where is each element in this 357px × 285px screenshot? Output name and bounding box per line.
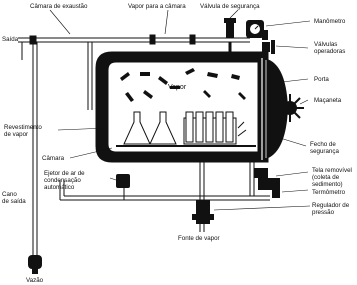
label-chamber: Câmara <box>42 155 65 162</box>
label-steam-to-chamber: Vapor para a câmara <box>128 3 186 10</box>
label-drain: Vazão <box>26 277 44 284</box>
manometer <box>246 20 268 40</box>
label-operating-valves-1: Válvulas <box>314 41 338 48</box>
pressure-regulator <box>192 200 214 224</box>
label-jacket-2: de vapor <box>4 131 29 138</box>
thermometer <box>254 168 280 198</box>
top-pipe <box>18 35 250 44</box>
label-air-ejector-1: Ejetor de ar de <box>44 170 85 177</box>
outlet-pipe <box>22 42 37 255</box>
label-thermometer: Termômetro <box>312 189 346 196</box>
label-exhaust-chamber: Câmara de exaustão <box>30 3 88 10</box>
label-pressure-regulator-1: Regulador de <box>312 202 350 209</box>
label-air-ejector-2: condensação <box>44 177 81 184</box>
label-removable-screen-2: (coleta de <box>312 174 340 181</box>
label-handwheel: Maçaneta <box>314 97 342 104</box>
label-operating-valves-2: operadoras <box>314 48 346 55</box>
label-outlet-pipe-2: de saída <box>2 198 26 205</box>
label-removable-screen-1: Tela removível <box>312 167 352 174</box>
label-outlet: Saída <box>2 36 19 43</box>
safety-valve <box>224 18 236 52</box>
condensate-line <box>60 180 270 200</box>
label-jacket-1: Revestimento <box>4 124 42 131</box>
label-pressure-regulator-2: pressão <box>312 209 335 216</box>
label-steam-source: Fonte de vapor <box>178 235 220 242</box>
label-air-ejector-3: automático <box>44 184 75 191</box>
handwheel <box>276 94 304 122</box>
jacket-inlet-pipe <box>88 42 92 110</box>
label-safety-lock-2: segurança <box>310 148 339 155</box>
air-ejector <box>116 174 130 188</box>
label-safety-valve: Válvula de segurança <box>200 3 260 10</box>
label-steam: Vapor <box>168 84 187 91</box>
label-removable-screen-3: sedimento) <box>312 181 343 188</box>
label-outlet-pipe-1: Cano <box>2 191 17 198</box>
operating-valves <box>262 40 275 54</box>
label-door: Porta <box>314 76 329 83</box>
label-manometer: Manômetro <box>314 18 346 25</box>
removable-screen <box>250 162 254 196</box>
drain-valve <box>28 255 42 274</box>
label-safety-lock-1: Fecho de <box>310 141 336 148</box>
